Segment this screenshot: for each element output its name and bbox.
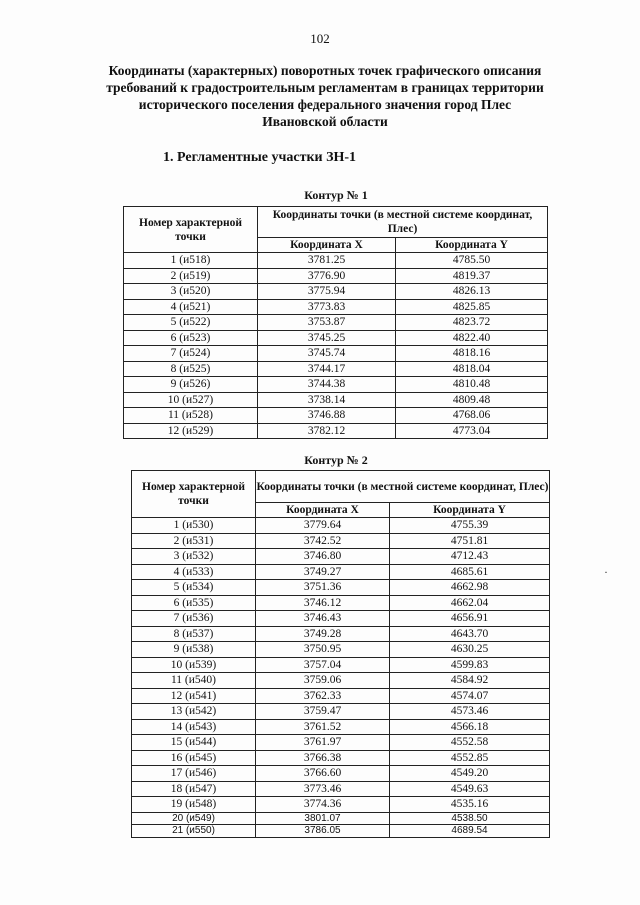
- table-row: [132, 797, 550, 813]
- table-row: [132, 781, 550, 797]
- table-row: [132, 580, 550, 596]
- point-number-cell: 12 (и541): [132, 688, 256, 704]
- header-y: Координата Y: [396, 238, 548, 253]
- header-x: Координата X: [258, 238, 396, 253]
- coordinate-x-cell: 3746.88: [258, 408, 396, 424]
- coordinate-x-cell: 3766.38: [256, 750, 390, 766]
- point-number-cell: 2 (и531): [132, 533, 256, 549]
- point-number-cell: 16 (и545): [132, 750, 256, 766]
- contour-2-caption: Контур № 2: [304, 453, 368, 467]
- point-number-cell: 11 (и540): [132, 673, 256, 689]
- coordinate-y-cell: 4819.37: [396, 268, 548, 284]
- coordinate-y-cell: 4552.85: [390, 750, 550, 766]
- table-row: [124, 423, 548, 439]
- coordinate-y-cell: 4751.81: [390, 533, 550, 549]
- coordinate-x-cell: 3757.04: [256, 657, 390, 673]
- title-line: Ивановской области: [262, 114, 388, 129]
- point-number-cell: 10 (и527): [124, 392, 258, 408]
- table-row: [132, 673, 550, 689]
- point-number-cell: 20 (и549): [132, 812, 256, 825]
- coordinate-y-cell: 4662.98: [390, 580, 550, 596]
- coordinate-y-cell: 4656.91: [390, 611, 550, 627]
- table-row: [124, 377, 548, 393]
- coordinate-y-cell: 4810.48: [396, 377, 548, 393]
- coordinate-y-cell: 4818.16: [396, 346, 548, 362]
- table-row: [124, 408, 548, 424]
- margin-mark: ·: [604, 565, 608, 579]
- table-row: [132, 518, 550, 534]
- coordinate-y-cell: 4552.58: [390, 735, 550, 751]
- coordinate-y-cell: 4818.04: [396, 361, 548, 377]
- table-row: [124, 315, 548, 331]
- coordinate-x-cell: 3751.36: [256, 580, 390, 596]
- point-number-cell: 10 (и539): [132, 657, 256, 673]
- table-row: [132, 626, 550, 642]
- coordinate-x-cell: 3776.90: [258, 268, 396, 284]
- coordinate-x-cell: 3745.25: [258, 330, 396, 346]
- coordinate-x-cell: 3761.97: [256, 735, 390, 751]
- point-number-cell: 18 (и547): [132, 781, 256, 797]
- coordinate-y-cell: 4755.39: [390, 518, 550, 534]
- coordinate-y-cell: 4566.18: [390, 719, 550, 735]
- table-row: [124, 361, 548, 377]
- point-number-cell: 5 (и522): [124, 315, 258, 331]
- table-row: [124, 330, 548, 346]
- point-number-cell: 3 (и532): [132, 549, 256, 565]
- table-row: [132, 750, 550, 766]
- coordinate-y-cell: 4574.07: [390, 688, 550, 704]
- coordinate-y-cell: 4712.43: [390, 549, 550, 565]
- section-heading: 1. Регламентные участки ЗН-1: [163, 150, 357, 165]
- table-row: [132, 595, 550, 611]
- coordinate-y-cell: 4573.46: [390, 704, 550, 720]
- table-row: [132, 657, 550, 673]
- coordinate-y-cell: 4535.16: [390, 797, 550, 813]
- contour-2-rows: [132, 518, 550, 838]
- table-row: [132, 611, 550, 627]
- point-number-cell: 1 (и518): [124, 253, 258, 269]
- coordinate-x-cell: 3746.80: [256, 549, 390, 565]
- point-number-cell: 4 (и521): [124, 299, 258, 315]
- coordinate-y-cell: 4643.70: [390, 626, 550, 642]
- coordinate-x-cell: 3779.64: [256, 518, 390, 534]
- point-number-cell: 19 (и548): [132, 797, 256, 813]
- coordinate-x-cell: 3750.95: [256, 642, 390, 658]
- coordinate-x-cell: 3762.33: [256, 688, 390, 704]
- contour-2-table: [131, 470, 550, 838]
- table-row: [124, 299, 548, 315]
- coordinate-x-cell: 3782.12: [258, 423, 396, 439]
- coordinate-y-cell: 4549.63: [390, 781, 550, 797]
- coordinate-x-cell: 3759.47: [256, 704, 390, 720]
- table-row: [132, 533, 550, 549]
- header-point-number: Номер характерной точки: [124, 207, 258, 253]
- coordinate-x-cell: 3746.12: [256, 595, 390, 611]
- coordinate-y-cell: 4689.54: [390, 825, 550, 838]
- point-number-cell: 14 (и543): [132, 719, 256, 735]
- table-row: [132, 549, 550, 565]
- table-row: [132, 564, 550, 580]
- table-row: [132, 704, 550, 720]
- point-number-cell: 17 (и546): [132, 766, 256, 782]
- point-number-cell: 7 (и536): [132, 611, 256, 627]
- coordinate-y-cell: 4599.83: [390, 657, 550, 673]
- point-number-cell: 12 (и529): [124, 423, 258, 439]
- table-row: [132, 812, 550, 825]
- point-number-cell: 2 (и519): [124, 268, 258, 284]
- table-row: [124, 268, 548, 284]
- coordinate-x-cell: 3786.05: [256, 825, 390, 838]
- header-point-number: Номер характерной точки: [132, 471, 256, 518]
- point-number-cell: 8 (и537): [132, 626, 256, 642]
- point-number-cell: 3 (и520): [124, 284, 258, 300]
- point-number-cell: 13 (и542): [132, 704, 256, 720]
- point-number-cell: 7 (и524): [124, 346, 258, 362]
- coordinate-x-cell: 3781.25: [258, 253, 396, 269]
- point-number-cell: 1 (и530): [132, 518, 256, 534]
- table-row: [124, 253, 548, 269]
- coordinate-x-cell: 3745.74: [258, 346, 396, 362]
- point-number-cell: 11 (и528): [124, 408, 258, 424]
- table-row: [132, 688, 550, 704]
- title-line: исторического поселения федерального значения город Плес: [138, 97, 512, 112]
- table-row: [132, 642, 550, 658]
- coordinate-x-cell: 3746.43: [256, 611, 390, 627]
- coordinate-x-cell: 3738.14: [258, 392, 396, 408]
- title-line: Координаты (характерных) поворотных точек графического описания: [108, 63, 542, 78]
- title-line: требований к градостроительным регламентам в границах территории: [106, 80, 544, 95]
- point-number-cell: 21 (и550): [132, 825, 256, 838]
- point-number-cell: 4 (и533): [132, 564, 256, 580]
- coordinate-x-cell: 3759.06: [256, 673, 390, 689]
- point-number-cell: 9 (и538): [132, 642, 256, 658]
- coordinate-y-cell: 4823.72: [396, 315, 548, 331]
- contour-1-rows: [124, 253, 548, 439]
- table-row: [132, 719, 550, 735]
- table-row: [124, 284, 548, 300]
- table-row: [132, 735, 550, 751]
- coordinate-y-cell: 4538.50: [390, 812, 550, 825]
- coordinate-y-cell: 4584.92: [390, 673, 550, 689]
- coordinate-x-cell: 3749.28: [256, 626, 390, 642]
- coordinate-x-cell: 3742.52: [256, 533, 390, 549]
- header-x: Координата X: [256, 503, 390, 518]
- coordinate-x-cell: 3749.27: [256, 564, 390, 580]
- table-row: [132, 825, 550, 838]
- coordinate-y-cell: 4768.06: [396, 408, 548, 424]
- table-row: [124, 392, 548, 408]
- coordinate-y-cell: 4773.04: [396, 423, 548, 439]
- coordinate-x-cell: 3801.07: [256, 812, 390, 825]
- table-row: [132, 766, 550, 782]
- coordinate-y-cell: 4685.61: [390, 564, 550, 580]
- header-coordinates: Координаты точки (в местной системе координат, Плес): [256, 471, 550, 503]
- document-title: [80, 62, 570, 130]
- coordinate-y-cell: 4809.48: [396, 392, 548, 408]
- header-y: Координата Y: [390, 503, 550, 518]
- coordinate-x-cell: 3766.60: [256, 766, 390, 782]
- point-number-cell: 5 (и534): [132, 580, 256, 596]
- coordinate-y-cell: 4822.40: [396, 330, 548, 346]
- table-row: [124, 346, 548, 362]
- page-number: 102: [310, 31, 330, 46]
- coordinate-y-cell: 4785.50: [396, 253, 548, 269]
- coordinate-x-cell: 3773.83: [258, 299, 396, 315]
- point-number-cell: 6 (и535): [132, 595, 256, 611]
- point-number-cell: 15 (и544): [132, 735, 256, 751]
- point-number-cell: 9 (и526): [124, 377, 258, 393]
- coordinate-x-cell: 3744.38: [258, 377, 396, 393]
- header-coordinates: Координаты точки (в местной системе координат, Плес): [258, 207, 548, 238]
- coordinate-x-cell: 3753.87: [258, 315, 396, 331]
- coordinate-x-cell: 3773.46: [256, 781, 390, 797]
- coordinate-y-cell: 4662.04: [390, 595, 550, 611]
- point-number-cell: 6 (и523): [124, 330, 258, 346]
- coordinate-y-cell: 4826.13: [396, 284, 548, 300]
- coordinate-x-cell: 3775.94: [258, 284, 396, 300]
- contour-1-caption: Контур № 1: [304, 188, 368, 202]
- coordinate-x-cell: 3761.52: [256, 719, 390, 735]
- contour-1-table: [123, 206, 548, 439]
- coordinate-x-cell: 3774.36: [256, 797, 390, 813]
- coordinate-x-cell: 3744.17: [258, 361, 396, 377]
- coordinate-y-cell: 4630.25: [390, 642, 550, 658]
- coordinate-y-cell: 4825.85: [396, 299, 548, 315]
- coordinate-y-cell: 4549.20: [390, 766, 550, 782]
- point-number-cell: 8 (и525): [124, 361, 258, 377]
